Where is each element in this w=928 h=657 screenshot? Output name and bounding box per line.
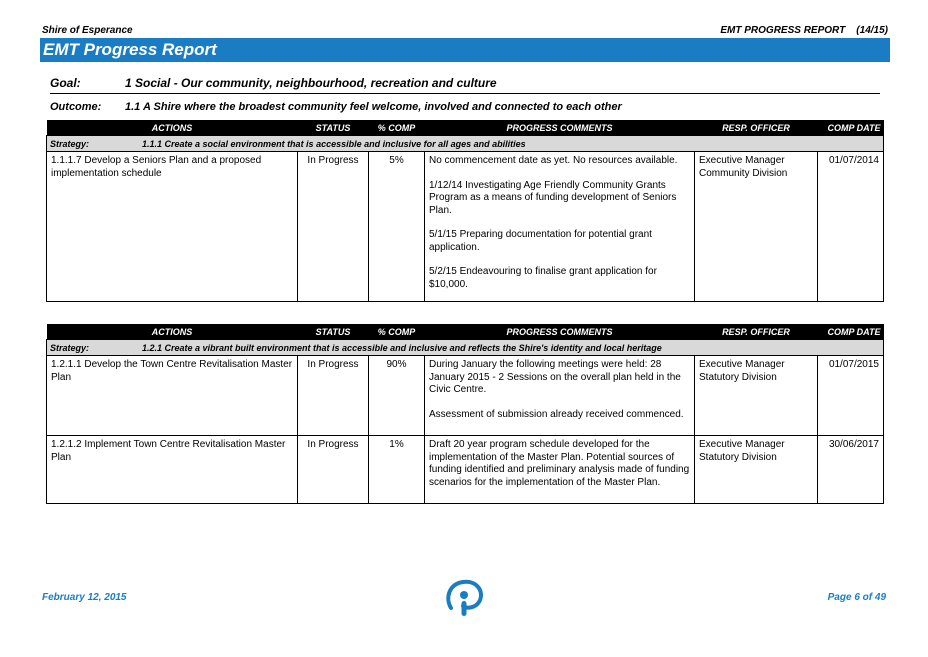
comments-cell bbox=[425, 356, 695, 436]
officer-title: Executive Manager bbox=[699, 155, 785, 166]
col-comp: % COMP bbox=[369, 324, 425, 340]
table-row bbox=[47, 356, 884, 436]
table-header-row bbox=[47, 120, 884, 136]
comment-paragraph: Draft 20 year program schedule developed for the implementation of the Master Plan. Potential sources of funding identified and preliminary analysis made of funding scenarios for the implementation of the Master Plan. bbox=[429, 439, 690, 488]
strategy-text: 1.1.1 Create a social environment that is accessible and inclusive for all ages and abilities bbox=[142, 138, 526, 149]
officer-cell bbox=[695, 152, 818, 302]
action-cell: 1.2.1.1 Develop the Town Centre Revitalisation Master Plan bbox=[47, 356, 298, 436]
comp-cell: 5% bbox=[369, 152, 425, 302]
col-comments: PROGRESS COMMENTS bbox=[425, 324, 695, 340]
comment-paragraph: During January the following meetings were held: 28 January 2015 - 2 Sessions on the overall plan held in the Civic Centre. bbox=[429, 359, 681, 395]
comments-cell bbox=[425, 436, 695, 504]
comment-paragraph: Assessment of submission already received commenced. bbox=[429, 408, 684, 420]
col-actions: ACTIONS bbox=[47, 120, 298, 136]
outcome-text: 1.1 A Shire where the broadest community feel welcome, involved and connected to each other bbox=[125, 101, 622, 113]
status-cell: In Progress bbox=[298, 436, 369, 504]
comment-paragraph: No commencement date as yet. No resources available. bbox=[429, 155, 678, 166]
officer-title: Executive Manager bbox=[699, 439, 785, 450]
officer-cell bbox=[695, 356, 818, 436]
col-officer: RESP. OFFICER bbox=[695, 120, 818, 136]
comments-cell bbox=[425, 152, 695, 302]
col-actions: ACTIONS bbox=[47, 324, 298, 340]
table-header-row bbox=[47, 324, 884, 340]
progress-table-1 bbox=[46, 120, 884, 302]
col-date: COMP DATE bbox=[818, 324, 884, 340]
col-status: STATUS bbox=[298, 324, 369, 340]
col-officer: RESP. OFFICER bbox=[695, 324, 818, 340]
report-label: EMT PROGRESS REPORT (14/15) bbox=[720, 25, 888, 36]
date-cell: 01/07/2014 bbox=[818, 152, 884, 302]
strategy-row bbox=[47, 340, 884, 356]
strategy-text: 1.2.1 Create a vibrant built environment that is accessible and inclusive and reflects the Shire's identity and local heritage bbox=[142, 342, 662, 353]
officer-division: Community Division bbox=[699, 167, 788, 179]
comp-cell: 90% bbox=[369, 356, 425, 436]
action-cell: 1.1.1.7 Develop a Seniors Plan and a proposed implementation schedule bbox=[47, 152, 298, 302]
strategy-label: Strategy: bbox=[50, 138, 90, 149]
goal-text: 1 Social - Our community, neighbourhood, recreation and culture bbox=[125, 76, 497, 90]
footer-page: Page 6 of 49 bbox=[827, 592, 886, 603]
comp-cell: 1% bbox=[369, 436, 425, 504]
comment-paragraph: 5/1/15 Preparing documentation for potential grant application. bbox=[429, 229, 652, 253]
officer-division: Statutory Division bbox=[699, 451, 777, 463]
strategy-label: Strategy: bbox=[50, 342, 90, 353]
officer-division: Statutory Division bbox=[699, 371, 777, 383]
date-cell: 01/07/2015 bbox=[818, 356, 884, 436]
col-status: STATUS bbox=[298, 120, 369, 136]
col-comments: PROGRESS COMMENTS bbox=[425, 120, 695, 136]
strategy-row bbox=[47, 136, 884, 152]
status-cell: In Progress bbox=[298, 356, 369, 436]
status-cell: In Progress bbox=[298, 152, 369, 302]
org-name: Shire of Esperance bbox=[42, 25, 133, 36]
progress-table-2 bbox=[46, 324, 884, 504]
table-row bbox=[47, 436, 884, 504]
officer-title: Executive Manager bbox=[699, 359, 785, 370]
comment-paragraph: 5/2/15 Endeavouring to finalise grant application for $10,000. bbox=[429, 266, 657, 290]
officer-cell bbox=[695, 436, 818, 504]
footer-date: February 12, 2015 bbox=[42, 592, 127, 603]
col-comp: % COMP bbox=[369, 120, 425, 136]
action-cell: 1.2.1.2 Implement Town Centre Revitalisation Master Plan bbox=[47, 436, 298, 504]
goal-row bbox=[50, 76, 880, 94]
goal-label: Goal: bbox=[50, 76, 81, 90]
table-row bbox=[47, 152, 884, 302]
shire-logo-icon bbox=[443, 578, 487, 618]
outcome-label: Outcome: bbox=[50, 101, 102, 113]
page-title: EMT Progress Report bbox=[40, 38, 890, 62]
date-cell: 30/06/2017 bbox=[818, 436, 884, 504]
comment-paragraph: 1/12/14 Investigating Age Friendly Community Grants Program as a means of funding development of Seniors Plan. bbox=[429, 179, 677, 216]
col-date: COMP DATE bbox=[818, 120, 884, 136]
